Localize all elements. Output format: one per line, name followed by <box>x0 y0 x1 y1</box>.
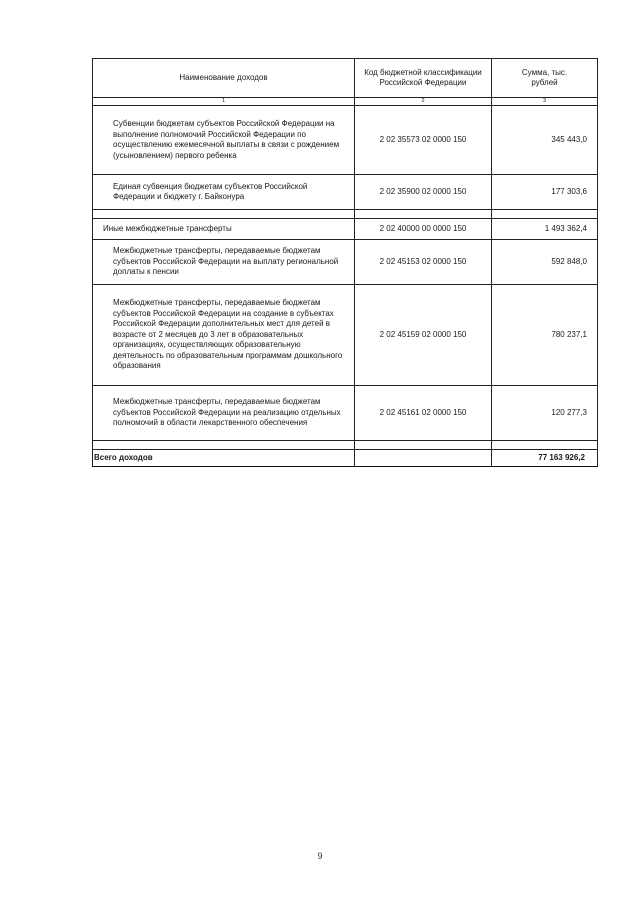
row-sum: 177 303,6 <box>492 175 598 210</box>
column-number: 3 <box>492 98 598 106</box>
table-row <box>93 386 598 441</box>
table-row <box>93 240 598 285</box>
page-number: 9 <box>317 851 323 861</box>
revenue-table <box>92 58 598 467</box>
row-code: 2 02 45159 02 0000 150 <box>355 285 492 386</box>
row-name: Единая субвенция бюджетам субъектов Российской Федерации и бюджету г. Байконура <box>93 175 355 210</box>
total-row <box>93 450 598 467</box>
column-number: 2 <box>355 98 492 106</box>
row-name: Иные межбюджетные трансферты <box>93 219 355 240</box>
row-name: Субвенции бюджетам субъектов Российской Федерации на выполнение полномочий Российской Федерации по осуществлению ежемесячной выплаты в связи с рождением (усыновлением) первого ребенка <box>93 106 355 175</box>
table-row <box>93 285 598 386</box>
table-row <box>93 106 598 175</box>
row-code: 2 02 45153 02 0000 150 <box>355 240 492 285</box>
header-name: Наименование доходов <box>93 59 355 98</box>
row-name: Межбюджетные трансферты, передаваемые бюджетам субъектов Российской Федерации на реализацию отдельных полномочий в области лекарственного обеспечения <box>93 386 355 441</box>
row-sum: 592 848,0 <box>492 240 598 285</box>
table-header-row <box>93 59 598 98</box>
row-name: Межбюджетные трансферты, передаваемые бюджетам субъектов Российской Федерации на создание в субъектах Российской Федерации дополнительных мест для детей в возрасте от 2 месяцев до 3 лет в образовательных организациях, осуществляющих образовательную деятельность по образовательным программам дошкольного образования <box>93 285 355 386</box>
row-code: 2 02 35573 02 0000 150 <box>355 106 492 175</box>
spacer-row <box>93 210 598 219</box>
row-sum: 780 237,1 <box>492 285 598 386</box>
table-row <box>93 219 598 240</box>
header-code: Код бюджетной классификации Российской Федерации <box>355 59 492 98</box>
row-code: 2 02 35900 02 0000 150 <box>355 175 492 210</box>
row-sum: 120 277,3 <box>492 386 598 441</box>
column-number: 1 <box>93 98 355 106</box>
row-code: 2 02 40000 00 0000 150 <box>355 219 492 240</box>
spacer-row <box>93 441 598 450</box>
column-number-row <box>93 98 598 106</box>
row-sum: 1 493 362,4 <box>492 219 598 240</box>
row-name: Межбюджетные трансферты, передаваемые бюджетам субъектов Российской Федерации на выплату региональной доплаты к пенсии <box>93 240 355 285</box>
table-row <box>93 175 598 210</box>
row-sum: 345 443,0 <box>492 106 598 175</box>
header-sum: Сумма, тыс. рублей <box>492 59 598 98</box>
total-label: Всего доходов <box>93 450 355 467</box>
total-sum: 77 163 926,2 <box>492 450 598 467</box>
row-code: 2 02 45161 02 0000 150 <box>355 386 492 441</box>
